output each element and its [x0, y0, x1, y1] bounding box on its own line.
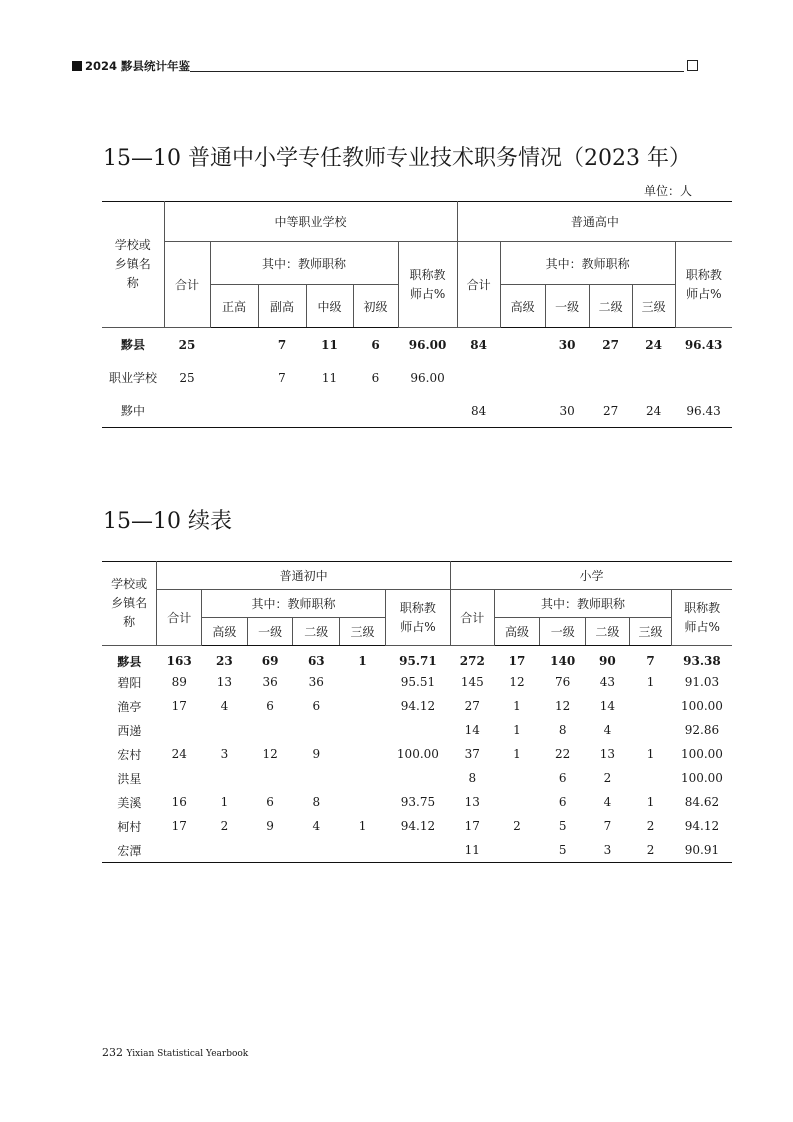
data-cell — [629, 718, 672, 742]
data-cell: 13 — [464, 795, 480, 809]
data-cell: 12 — [509, 675, 525, 689]
col-header-rank: 高级 — [202, 618, 248, 646]
data-cell: 8 — [468, 771, 477, 785]
data-cell: 9 — [266, 819, 274, 833]
data-cell — [247, 718, 293, 742]
data-cell: 43 — [599, 675, 616, 689]
running-header — [72, 58, 698, 74]
data-cell — [306, 394, 353, 428]
data-cell — [340, 718, 386, 742]
data-cell — [494, 790, 540, 814]
col-header-rank: 三级 — [340, 618, 386, 646]
col-header-name: 学校或乡镇名称 — [102, 562, 157, 646]
data-cell — [353, 394, 398, 428]
data-cell: 7 — [278, 370, 286, 385]
data-cell — [247, 838, 293, 863]
data-cell: 91.03 — [684, 675, 720, 689]
table1-body — [102, 328, 732, 428]
row-name-cell: 西递 — [117, 723, 142, 738]
data-cell — [293, 838, 340, 863]
data-cell: 8 — [558, 723, 567, 737]
data-cell: 84.62 — [684, 795, 720, 809]
group-header-senior-high: 普通高中 — [457, 202, 732, 242]
data-cell: 76 — [555, 675, 571, 689]
data-cell — [210, 361, 258, 394]
data-cell: 95.71 — [399, 654, 437, 668]
data-cell: 96.43 — [675, 394, 732, 428]
data-cell: 90 — [599, 654, 616, 668]
data-cell — [629, 766, 672, 790]
data-cell — [340, 838, 386, 863]
row-name-cell: 柯村 — [117, 819, 142, 834]
row-name-cell: 渔亭 — [117, 699, 142, 714]
data-cell: 93.38 — [683, 654, 721, 668]
data-cell: 4 — [603, 723, 612, 737]
data-cell — [500, 328, 545, 362]
data-cell: 1 — [513, 723, 521, 737]
data-cell: 92.86 — [684, 723, 720, 737]
data-cell: 11 — [321, 337, 338, 352]
table-row — [102, 646, 732, 671]
col-header-ratio: 职称教师占% — [672, 590, 732, 646]
data-cell: 4 — [312, 819, 321, 833]
footer-text: Yixian Statistical Yearbook — [126, 1049, 249, 1059]
data-cell: 13 — [599, 747, 616, 761]
table-row — [102, 670, 732, 694]
data-cell: 8 — [312, 795, 321, 809]
data-cell: 27 — [589, 394, 632, 428]
data-cell: 1 — [646, 795, 655, 809]
data-cell — [589, 361, 632, 394]
data-cell — [164, 394, 210, 428]
data-cell — [210, 394, 258, 428]
data-cell: 96.43 — [684, 337, 723, 352]
col-header-total: 合计 — [457, 242, 500, 328]
data-cell: 2 — [629, 838, 672, 863]
data-cell: 89 — [171, 675, 187, 689]
data-cell — [494, 838, 540, 863]
data-cell — [632, 361, 675, 394]
data-cell: 37 — [464, 747, 480, 761]
data-cell: 1 — [646, 747, 655, 761]
table2-body — [102, 646, 732, 863]
data-cell — [545, 361, 589, 394]
page-footer — [102, 1046, 248, 1059]
table2-title: 15—10 续表 — [103, 509, 232, 534]
data-cell: 2 — [603, 771, 612, 785]
data-cell: 1 — [646, 675, 655, 689]
data-cell — [340, 742, 386, 766]
data-cell: 6 — [558, 771, 567, 785]
row-name-cell: 碧阳 — [117, 675, 142, 690]
data-cell: 17 — [508, 654, 526, 668]
col-header-rank: 一级 — [545, 285, 589, 328]
data-cell: 13 — [216, 675, 233, 689]
col-header-total: 合计 — [157, 590, 202, 646]
data-cell: 11 — [450, 838, 494, 863]
data-cell: 163 — [166, 654, 192, 668]
data-cell: 100.00 — [396, 747, 439, 761]
data-cell: 2 — [513, 819, 521, 833]
data-cell — [500, 361, 545, 394]
data-cell: 12 — [555, 699, 571, 713]
data-cell: 3 — [586, 838, 630, 863]
data-cell: 24 — [645, 337, 662, 352]
data-cell: 1 — [220, 795, 229, 809]
data-cell: 69 — [261, 654, 279, 668]
data-cell: 93.75 — [400, 795, 436, 809]
col-header-rank: 三级 — [632, 285, 675, 328]
row-name-cell: 洪星 — [117, 771, 142, 786]
col-header-title-sub: 其中：教师职称 — [202, 590, 386, 618]
data-cell: 6 — [371, 370, 380, 385]
data-cell: 84 — [470, 337, 487, 352]
col-header-rank: 高级 — [494, 618, 540, 646]
data-cell: 17 — [171, 819, 187, 833]
data-cell: 25 — [178, 337, 196, 352]
data-cell: 22 — [555, 747, 571, 761]
col-header-total: 合计 — [164, 242, 210, 328]
data-cell — [398, 394, 457, 428]
data-cell: 14 — [599, 699, 616, 713]
data-cell: 63 — [307, 654, 325, 668]
data-cell: 30 — [545, 394, 589, 428]
data-cell: 6 — [312, 699, 321, 713]
data-cell: 23 — [216, 654, 233, 668]
data-cell — [247, 766, 293, 790]
data-cell: 5 — [558, 819, 567, 833]
data-cell — [293, 766, 340, 790]
data-cell: 17 — [171, 699, 187, 713]
col-header-rank: 高级 — [500, 285, 545, 328]
data-cell: 24 — [171, 747, 187, 761]
col-header-ratio: 职称教师占% — [398, 242, 457, 328]
data-cell: 94.12 — [400, 699, 436, 713]
col-header-ratio: 职称教师占% — [675, 242, 732, 328]
data-cell: 1 — [358, 654, 367, 668]
data-cell: 9 — [312, 747, 321, 761]
col-header-rank: 初级 — [353, 285, 398, 328]
data-cell: 4 — [603, 795, 612, 809]
table-row — [102, 328, 732, 362]
col-header-title-sub: 其中：教师职称 — [210, 242, 398, 285]
col-header-rank: 二级 — [586, 618, 630, 646]
data-cell — [340, 790, 386, 814]
data-cell: 100.00 — [680, 699, 723, 713]
header-rule — [190, 71, 684, 72]
data-cell: 4 — [220, 699, 229, 713]
row-name-cell: 美溪 — [117, 795, 142, 810]
col-header-name: 学校或乡镇名称 — [102, 202, 164, 328]
data-cell — [385, 766, 450, 790]
table-row — [102, 394, 732, 428]
table-row — [102, 838, 732, 863]
group-header-vocational: 中等职业学校 — [164, 202, 457, 242]
page-number: 232 — [102, 1046, 123, 1059]
data-cell — [340, 670, 386, 694]
unit-label: 单位：人 — [643, 184, 692, 198]
data-cell: 7 — [603, 819, 612, 833]
data-cell — [675, 361, 732, 394]
group-header-junior-high: 普通初中 — [157, 562, 451, 590]
table-row — [102, 742, 732, 766]
col-header-rank: 正高 — [210, 285, 258, 328]
data-cell: 30 — [558, 337, 576, 352]
header-square-icon — [72, 61, 82, 71]
table-row — [102, 694, 732, 718]
data-cell — [340, 766, 386, 790]
data-cell — [202, 718, 248, 742]
row-name-cell: 黟县 — [120, 338, 145, 352]
data-cell: 25 — [179, 370, 195, 385]
data-cell: 6 — [371, 337, 380, 352]
data-cell — [293, 718, 340, 742]
col-header-rank: 三级 — [629, 618, 672, 646]
data-cell: 100.00 — [680, 771, 723, 785]
data-cell: 12 — [262, 747, 278, 761]
data-cell: 27 — [464, 699, 480, 713]
data-cell — [385, 718, 450, 742]
row-name-cell: 宏潭 — [102, 838, 157, 863]
data-cell: 100.00 — [680, 747, 723, 761]
col-header-ratio: 职称教师占% — [385, 590, 450, 646]
table-row — [102, 814, 732, 838]
data-cell — [157, 838, 202, 863]
col-header-rank: 二级 — [589, 285, 632, 328]
group-header-primary: 小学 — [450, 562, 732, 590]
data-cell — [340, 694, 386, 718]
data-cell: 145 — [460, 675, 484, 689]
data-cell: 96.00 — [408, 337, 447, 352]
data-cell: 1 — [358, 819, 367, 833]
data-cell — [202, 766, 248, 790]
table-row — [102, 361, 732, 394]
data-cell: 6 — [558, 795, 567, 809]
data-cell — [157, 766, 202, 790]
data-cell: 2 — [220, 819, 229, 833]
data-cell — [629, 694, 672, 718]
data-cell: 5 — [540, 838, 586, 863]
row-name-cell: 黟中 — [102, 394, 164, 428]
data-cell: 2 — [646, 819, 655, 833]
data-cell — [157, 718, 202, 742]
data-cell: 6 — [266, 699, 274, 713]
data-cell — [202, 838, 248, 863]
data-cell: 94.12 — [400, 819, 436, 833]
table1-header — [102, 202, 732, 328]
table-row — [102, 790, 732, 814]
data-cell: 3 — [220, 747, 229, 761]
table-row — [102, 718, 732, 742]
col-header-rank: 一级 — [247, 618, 293, 646]
table2 — [102, 561, 732, 863]
col-header-title-sub: 其中：教师职称 — [494, 590, 672, 618]
data-cell — [494, 766, 540, 790]
data-cell: 7 — [646, 654, 655, 668]
table2-header — [102, 562, 732, 646]
data-cell — [457, 361, 500, 394]
data-cell — [210, 328, 258, 362]
data-cell — [385, 838, 450, 863]
table1 — [102, 201, 732, 428]
table-row — [102, 766, 732, 790]
header-title: 2024 黟县统计年鉴 — [85, 59, 191, 73]
data-cell: 6 — [266, 795, 274, 809]
data-cell: 11 — [321, 370, 338, 385]
data-cell: 14 — [464, 723, 480, 737]
data-cell: 36 — [262, 675, 278, 689]
col-header-rank: 中级 — [306, 285, 353, 328]
data-cell: 140 — [550, 654, 576, 668]
col-header-rank: 一级 — [540, 618, 586, 646]
data-cell: 17 — [464, 819, 480, 833]
data-cell: 84 — [457, 394, 500, 428]
data-cell: 90.91 — [672, 838, 732, 863]
table1-title: 15—10 普通中小学专任教师专业技术职务情况（2023 年） — [103, 146, 691, 171]
data-cell: 7 — [277, 337, 287, 352]
data-cell: 96.00 — [410, 370, 445, 385]
data-cell: 16 — [171, 795, 187, 809]
data-cell: 94.12 — [684, 819, 720, 833]
data-cell: 272 — [459, 654, 485, 668]
header-box-icon — [687, 60, 698, 71]
row-name-cell: 宏村 — [117, 747, 142, 762]
row-name-cell: 黟县 — [117, 654, 142, 669]
col-header-rank: 副高 — [258, 285, 306, 328]
data-cell: 1 — [513, 699, 521, 713]
data-cell: 24 — [632, 394, 675, 428]
col-header-title-sub: 其中：教师职称 — [500, 242, 675, 285]
row-name-cell: 职业学校 — [108, 371, 157, 385]
data-cell — [500, 394, 545, 428]
data-cell — [258, 394, 306, 428]
data-cell: 95.51 — [400, 675, 436, 689]
col-header-rank: 二级 — [293, 618, 340, 646]
data-cell: 27 — [602, 337, 619, 352]
col-header-total: 合计 — [450, 590, 494, 646]
data-cell: 1 — [513, 747, 521, 761]
data-cell: 36 — [308, 675, 324, 689]
